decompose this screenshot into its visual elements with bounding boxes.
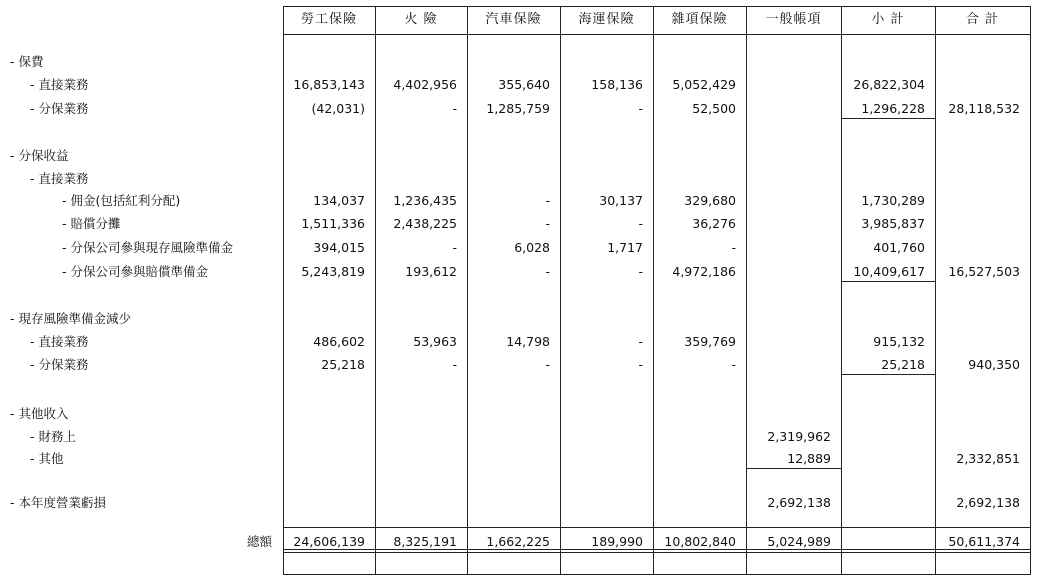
cell-value: 2,692,138	[956, 495, 1020, 510]
cell-value: 53,963	[413, 334, 457, 349]
cell-value: -	[731, 240, 736, 255]
subtotal-rule	[842, 118, 935, 119]
cell-value: 30,137	[599, 193, 643, 208]
column-header: 汽車保險	[485, 12, 542, 27]
cell-value: 25,218	[321, 357, 365, 372]
row-label: - 其他	[30, 451, 64, 466]
total-label: 總額	[246, 534, 272, 549]
cell-value: 486,602	[313, 334, 365, 349]
subtotal-rule	[842, 281, 935, 282]
cell-value: -	[638, 334, 643, 349]
cell-value: 1,285,759	[486, 101, 550, 116]
cell-value: 26,822,304	[853, 77, 925, 92]
cell-value: 25,218	[881, 357, 925, 372]
cell-value: -	[638, 101, 643, 116]
cell-value: -	[452, 240, 457, 255]
cell-value: 4,972,186	[672, 264, 736, 279]
row-label: - 佣金(包括紅利分配)	[62, 193, 181, 208]
cell-value: 329,680	[684, 193, 736, 208]
cell-value: (42,031)	[311, 101, 365, 116]
cell-value: 28,118,532	[948, 101, 1020, 116]
cell-value: -	[545, 264, 550, 279]
cell-value: 2,438,225	[393, 216, 457, 231]
total-value: 8,325,191	[393, 534, 457, 549]
cell-value: 5,052,429	[672, 77, 736, 92]
cell-value: 1,296,228	[861, 101, 925, 116]
row-label: - 直接業務	[30, 334, 89, 349]
row-label: - 分保收益	[10, 148, 69, 163]
cell-value: 4,402,956	[393, 77, 457, 92]
cell-value: 10,409,617	[853, 264, 925, 279]
table-bottom-rule	[283, 574, 1031, 575]
column-header: 海運保險	[578, 12, 635, 27]
row-label: - 直接業務	[30, 77, 89, 92]
row-label: - 其他收入	[10, 406, 69, 421]
total-value: 10,802,840	[664, 534, 736, 549]
column-header: 合 計	[965, 12, 1000, 27]
column-header: 雜項保險	[671, 12, 728, 27]
total-value: 50,611,374	[948, 534, 1020, 549]
row-label: - 賠償分攤	[62, 216, 121, 231]
cell-value: 359,769	[684, 334, 736, 349]
cell-value: -	[638, 264, 643, 279]
cell-value: 3,985,837	[861, 216, 925, 231]
cell-value: -	[545, 357, 550, 372]
cell-value: 6,028	[514, 240, 550, 255]
column-rule-7	[935, 6, 936, 574]
cell-value: 1,730,289	[861, 193, 925, 208]
row-label: - 現存風險準備金減少	[10, 311, 131, 326]
cell-value: 355,640	[498, 77, 550, 92]
total-value: 24,606,139	[293, 534, 365, 549]
cell-value: 940,350	[968, 357, 1020, 372]
column-rule-5	[746, 6, 747, 574]
cell-value: 158,136	[591, 77, 643, 92]
cell-value: 2,692,138	[767, 495, 831, 510]
column-header: 火 險	[404, 12, 438, 27]
subtotal-rule	[842, 374, 935, 375]
cell-value: 2,319,962	[767, 429, 831, 444]
cell-value: -	[731, 357, 736, 372]
row-label: - 本年度營業虧損	[10, 495, 106, 510]
total-bottom-rule	[283, 549, 1031, 550]
cell-value: 52,500	[692, 101, 736, 116]
row-label: - 保費	[10, 54, 44, 69]
cell-value: 36,276	[692, 216, 736, 231]
cell-value: 16,527,503	[948, 264, 1020, 279]
row-label: - 分保業務	[30, 101, 89, 116]
cell-value: 401,760	[873, 240, 925, 255]
row-label: - 分保公司參與賠償準備金	[62, 264, 208, 279]
cell-value: 16,853,143	[293, 77, 365, 92]
cell-value: 193,612	[405, 264, 457, 279]
total-value: 5,024,989	[767, 534, 831, 549]
row-label: - 直接業務	[30, 171, 89, 186]
cell-value: -	[638, 357, 643, 372]
cell-value: -	[452, 101, 457, 116]
cell-value: 1,236,435	[393, 193, 457, 208]
column-header: 勞工保險	[300, 12, 357, 27]
row-label: - 分保公司參與現存風險準備金	[62, 240, 233, 255]
cell-value: 134,037	[313, 193, 365, 208]
column-rule-8	[1030, 6, 1031, 574]
cell-value: 394,015	[313, 240, 365, 255]
row-label: - 財務上	[30, 429, 76, 444]
row-label: - 分保業務	[30, 357, 89, 372]
total-value: 1,662,225	[486, 534, 550, 549]
cell-value: 14,798	[506, 334, 550, 349]
cell-value: 915,132	[873, 334, 925, 349]
header-bottom-rule	[283, 34, 1031, 35]
column-header: 一般帳項	[765, 12, 822, 27]
cell-value: -	[545, 216, 550, 231]
total-top-rule	[283, 527, 1031, 528]
total-value: 189,990	[591, 534, 643, 549]
cell-value: 12,889	[787, 451, 831, 466]
cell-value: 5,243,819	[301, 264, 365, 279]
cell-value: -	[638, 216, 643, 231]
cell-value: 1,717	[607, 240, 643, 255]
cell-value: 1,511,336	[301, 216, 365, 231]
cell-value: 2,332,851	[956, 451, 1020, 466]
column-header: 小 計	[871, 12, 905, 27]
cell-value: -	[452, 357, 457, 372]
subtotal-rule	[747, 468, 841, 469]
cell-value: -	[545, 193, 550, 208]
total-double-rule	[283, 552, 1031, 553]
